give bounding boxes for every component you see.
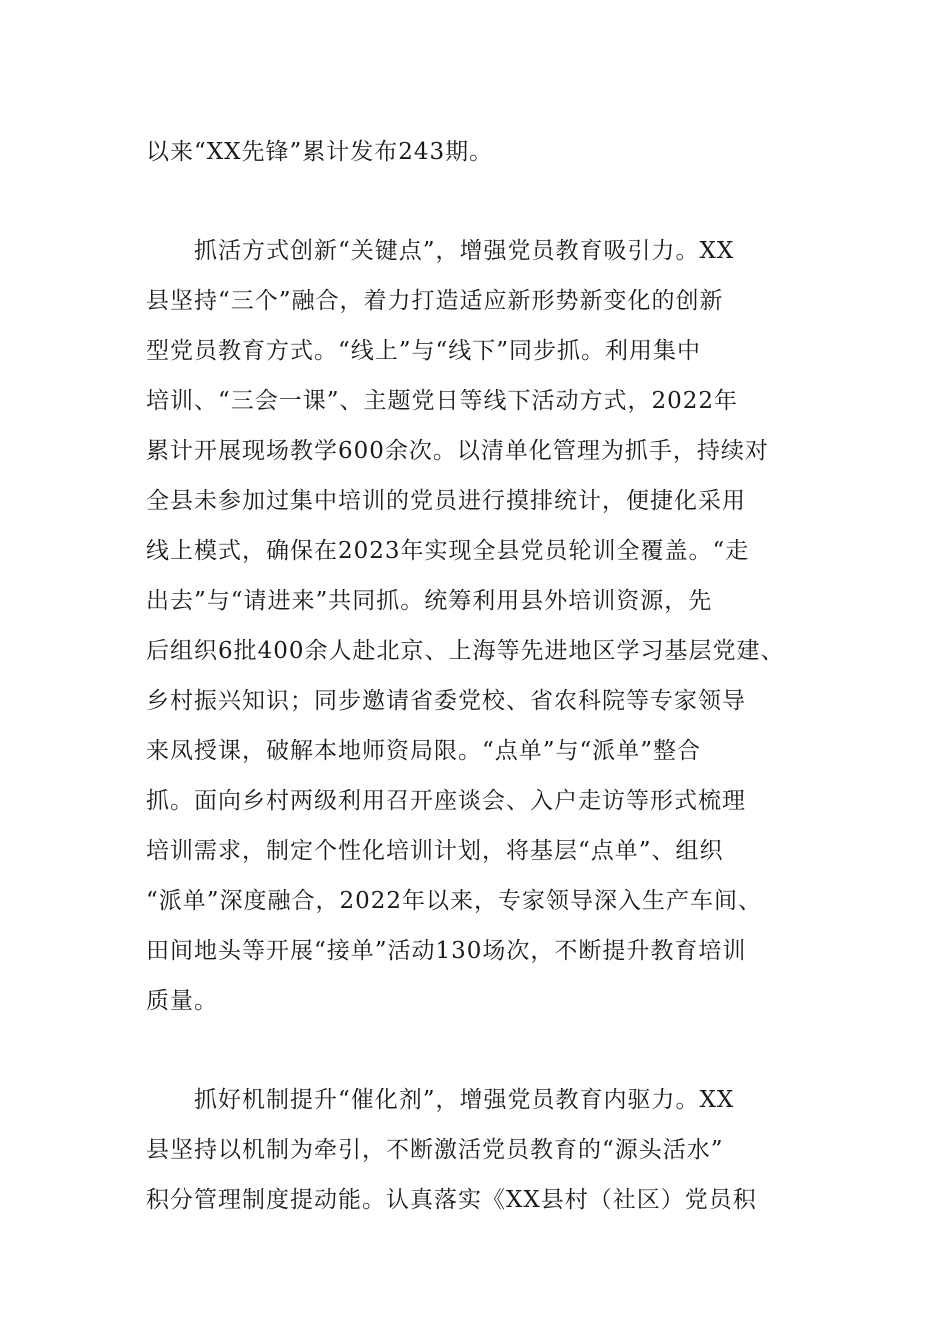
text-line: 积分管理制度提动能。认真落实《XX县村（社区）党员积 — [146, 1187, 757, 1213]
text-line: 质量。 — [146, 988, 218, 1014]
text-line: 全县未参加过集中培训的党员进行摸排统计，便捷化采用 — [146, 488, 746, 514]
text-line: 抓活方式创新“关键点”，增强党员教育吸引力。XX — [146, 238, 735, 264]
text-line: 田间地头等开展“接单”活动130场次，不断提升教育培训 — [146, 938, 747, 964]
text-line: 乡村振兴知识；同步邀请省委党校、省农科院等专家领导 — [146, 688, 746, 714]
text-line: 后组织6批400余人赴北京、上海等先进地区学习基层党建、 — [146, 638, 785, 664]
text-line: 来凤授课，破解本地师资局限。“点单”与“派单”整合 — [146, 738, 702, 764]
text-line: 县坚持“三个”融合，着力打造适应新形势新变化的创新 — [146, 288, 724, 314]
text-line: 线上模式，确保在2023年实现全县党员轮训全覆盖。“走 — [146, 538, 750, 564]
text-line: 抓。面向乡村两级利用召开座谈会、入户走访等形式梳理 — [146, 788, 746, 814]
text-line: 出去”与“请进来”共同抓。统筹利用县外培训资源，先 — [146, 588, 713, 614]
text-line: 累计开展现场教学600余次。以清单化管理为抓手，持续对 — [146, 438, 769, 464]
text-line: 培训、“三会一课”、主题党日等线下活动方式，2022年 — [146, 388, 739, 414]
text-line: 型党员教育方式。“线上”与“线下”同步抓。利用集中 — [146, 338, 702, 364]
text-line: 培训需求，制定个性化培训计划，将基层“点单”、组织 — [146, 838, 724, 864]
text-line: 以来“XX先锋”累计发布243期。 — [146, 139, 494, 165]
text-line: 抓好机制提升“催化剂”，增强党员教育内驱力。XX — [146, 1087, 735, 1113]
text-line: “派单”深度融合，2022年以来，专家领导深入生产车间、 — [146, 888, 763, 914]
text-line: 县坚持以机制为牵引，不断激活党员教育的“源头活水” — [146, 1137, 724, 1163]
